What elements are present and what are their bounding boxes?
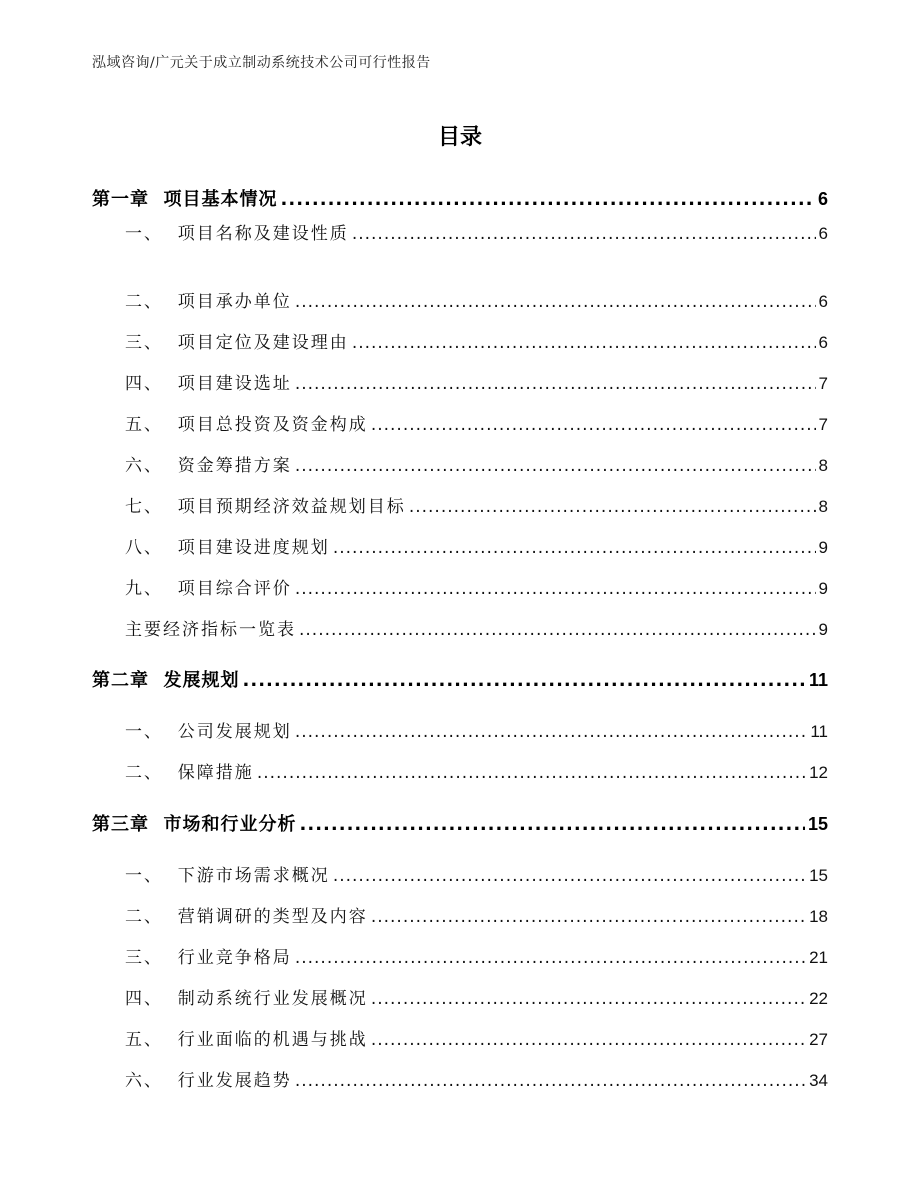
toc-section-1-5[interactable] (125, 410, 828, 435)
toc-entry-label: 主要经济指标一览表 (125, 620, 296, 640)
toc-page-number: 12 (809, 763, 828, 782)
toc-entry-label: 一、 项目名称及建设性质 (125, 224, 349, 244)
toc-entry-label: 第二章 发展规划 (92, 670, 240, 691)
toc-section-1-10[interactable] (125, 615, 828, 640)
toc-entry-label: 三、 行业竞争格局 (125, 948, 292, 968)
toc-page-number: 21 (809, 948, 828, 967)
toc-entry-label: 一、 下游市场需求概况 (125, 866, 330, 886)
toc-page-number: 9 (818, 620, 828, 639)
toc-section-1-7[interactable] (125, 492, 828, 517)
toc-entry-label: 七、 项目预期经济效益规划目标 (125, 497, 406, 517)
toc-page-number: 6 (817, 189, 828, 209)
toc-section-1-4[interactable] (125, 369, 828, 394)
toc-entry-label: 第一章 项目基本情况 (92, 189, 278, 210)
toc-section-1-3[interactable] (125, 328, 828, 353)
dot-leader (295, 948, 806, 968)
toc-section-1-6[interactable] (125, 451, 828, 476)
dot-leader (295, 292, 816, 312)
toc-section-1-2[interactable] (125, 287, 828, 312)
toc-entry-label: 一、 公司发展规划 (125, 722, 292, 742)
toc-page-number: 6 (818, 292, 828, 311)
dot-leader (409, 497, 816, 517)
toc-entry-label: 六、 资金筹措方案 (125, 456, 292, 476)
dot-leader (371, 907, 806, 927)
toc-entry-label: 第三章 市场和行业分析 (92, 814, 297, 835)
toc-page-number: 15 (809, 866, 828, 885)
toc-page-number: 22 (809, 989, 828, 1008)
dot-leader (333, 866, 806, 886)
dot-leader (371, 415, 816, 435)
dot-leader (299, 620, 816, 640)
toc-entry-label: 五、 项目总投资及资金构成 (125, 415, 368, 435)
toc-page-number: 6 (818, 333, 828, 352)
running-header: 泓域咨询/广元关于成立制动系统技术公司可行性报告 (92, 55, 431, 71)
toc-page-number: 9 (818, 579, 828, 598)
toc-page-number: 9 (818, 538, 828, 557)
toc-page-number: 34 (809, 1071, 828, 1090)
dot-leader (295, 722, 808, 742)
toc-section-1-9[interactable] (125, 574, 828, 599)
toc-page-number: 11 (810, 722, 828, 741)
toc-chapter-3[interactable] (92, 810, 828, 836)
toc-section-1-8[interactable] (125, 533, 828, 558)
dot-leader (352, 224, 816, 244)
dot-leader (352, 333, 816, 353)
toc-title: 目录 (437, 125, 482, 150)
toc-page-number: 6 (818, 224, 828, 243)
toc-chapter-1[interactable] (92, 185, 828, 211)
toc-section-3-2[interactable] (125, 902, 828, 927)
toc-page-number: 27 (809, 1030, 828, 1049)
dot-leader (295, 579, 816, 599)
toc-section-2-1[interactable] (125, 717, 828, 742)
toc-entry-label: 八、 项目建设进度规划 (125, 538, 330, 558)
toc-section-3-5[interactable] (125, 1025, 828, 1050)
toc-section-1-1[interactable] (125, 219, 828, 244)
toc-entry-label: 二、 保障措施 (125, 763, 254, 783)
toc-section-3-1[interactable] (125, 861, 828, 886)
dot-leader (281, 189, 815, 210)
toc-entry-label: 九、 项目综合评价 (125, 579, 292, 599)
toc-section-3-3[interactable] (125, 943, 828, 968)
dot-leader (243, 670, 806, 691)
toc-page-number: 15 (807, 814, 828, 834)
dot-leader (295, 374, 816, 394)
toc-entry-label: 六、 行业发展趋势 (125, 1071, 292, 1091)
toc-entry-label: 三、 项目定位及建设理由 (125, 333, 349, 353)
dot-leader (333, 538, 816, 558)
toc-page-number: 7 (818, 415, 828, 434)
toc-entry-label: 四、 项目建设选址 (125, 374, 292, 394)
toc-entry-label: 四、 制动系统行业发展概况 (125, 989, 368, 1009)
dot-leader (295, 456, 816, 476)
toc-page-number: 18 (809, 907, 828, 926)
toc-page-number: 7 (818, 374, 828, 393)
dot-leader (371, 989, 806, 1009)
dot-leader (371, 1030, 806, 1050)
toc-entry-label: 五、 行业面临的机遇与挑战 (125, 1030, 368, 1050)
toc-section-3-4[interactable] (125, 984, 828, 1009)
toc-page-number: 11 (808, 670, 828, 690)
dot-leader (257, 763, 806, 783)
dot-leader (300, 814, 805, 835)
toc-section-2-2[interactable] (125, 758, 828, 783)
toc-entry-label: 二、 营销调研的类型及内容 (125, 907, 368, 927)
dot-leader (295, 1071, 806, 1091)
toc-chapter-2[interactable] (92, 666, 828, 692)
toc-section-3-6[interactable] (125, 1066, 828, 1091)
toc-page-number: 8 (818, 456, 828, 475)
toc-entry-label: 二、 项目承办单位 (125, 292, 292, 312)
toc-page-number: 8 (818, 497, 828, 516)
